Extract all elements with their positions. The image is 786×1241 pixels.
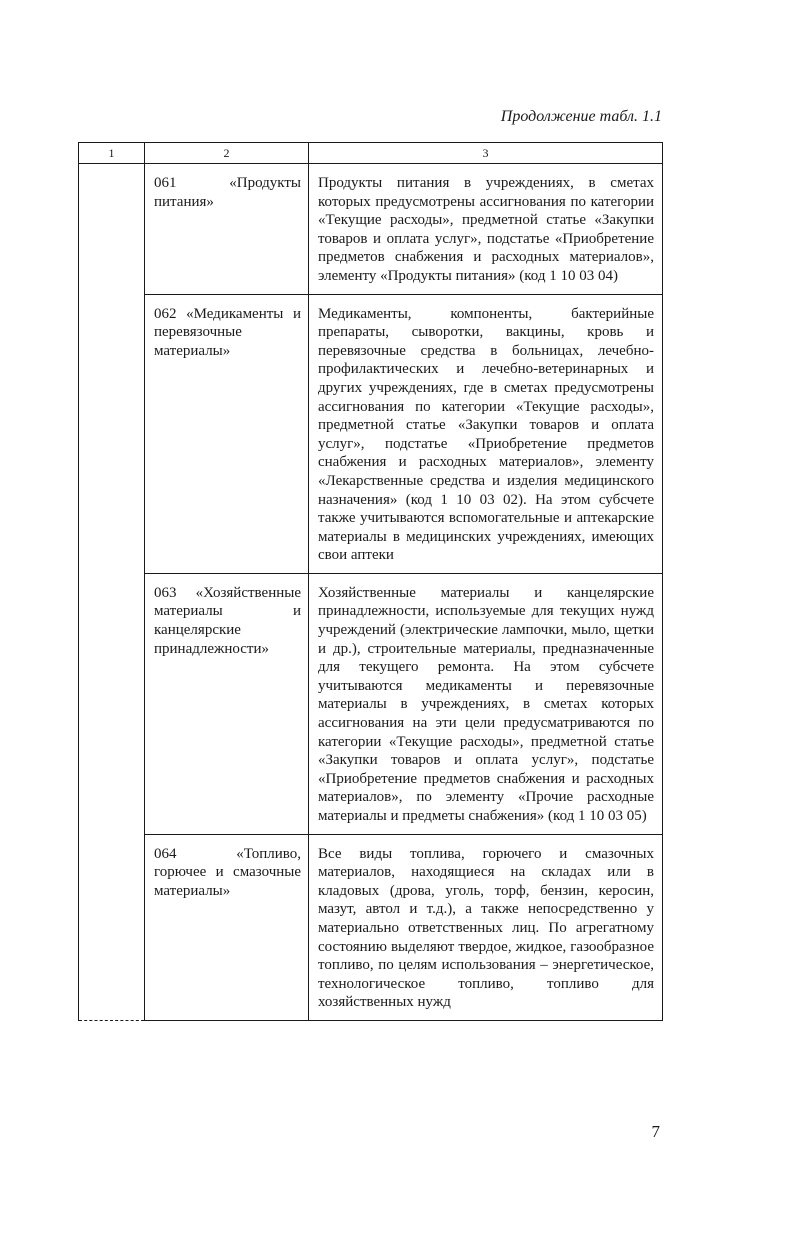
table-row [79,573,663,834]
table-row [79,294,663,573]
table-row [79,834,663,1020]
column-header-2: 2 [145,143,309,164]
subaccount-name: 062 «Медикаменты и перевязочные материалы» [145,294,309,573]
accounts-table [78,142,663,1021]
subaccount-description: Хозяйственные материалы и канцелярские принадлежности, используемые для текущих нужд учреждений (электрические лампочки, мыло, щетки и др.), строительные материалы, предназначенные для текущего ремонта. На этом субсчете учитываются медикаменты и перевязочные материалы в учреждениях, в сметах которых ассигнования на эти цели предусматриваются по категории «Текущие расходы», предметной статье «Закупки товаров и оплата услуг», подстатье «Приобретение предметов снабжения и расходных материалов», по элементу «Прочие расходные материалы и предметы снабжения» (код 1 10 03 05) [309,573,663,834]
subaccount-description: Медикаменты, компоненты, бактерийные препараты, сыворотки, вакцины, кровь и перевязочные средства в больницах, лечебно-профилактических и лечебно-ветеринарных и других учреждениях, где в сметах предусмотрены ассигнования по категории «Текущие расходы», предметной статье «Закупки товаров и оплата услуг», подстатье «Приобретение предметов снабжения и расходных материалов», элементу «Лекарственные средства и изделия медицинского назначения» (код 1 10 03 02). На этом субсчете также учитываются вспомогательные и аптекарские материалы в медицинских учреждениях, имеющих свои аптеки [309,294,663,573]
subaccount-description: Продукты питания в учреждениях, в сметах которых предусмотрены ассигнования по категории «Текущие расходы», предметной статье «Закупки товаров и оплата услуг», подстатье «Приобретение предметов снабжения и расходных материалов», элементу «Продукты питания» (код 1 10 03 04) [309,164,663,295]
subaccount-name: 064 «Топливо, горючее и смазочные материалы» [145,834,309,1020]
table-header-row [79,143,663,164]
subaccount-name: 063 «Хозяйственные материалы и канцелярские принадлежности» [145,573,309,834]
table-continuation-caption: Продолжение табл. 1.1 [500,108,662,125]
page-number: 7 [651,1122,660,1141]
column-header-1: 1 [79,143,145,164]
table-row [79,164,663,295]
subaccount-name: 061 «Продукты питания» [145,164,309,295]
subaccount-description: Все виды топлива, горючего и смазочных материалов, находящиеся на складах или в кладовых (дрова, уголь, торф, бензин, керосин, мазут, автол и т.д.), а также непосредственно у материально ответственных лиц. По агрегатному состоянию выделяют твердое, жидкое, газообразное топливо, по целям использования – энергетическое, технологическое топливо, топливо для хозяйственных нужд [309,834,663,1020]
empty-first-column [79,164,145,1021]
column-header-3: 3 [309,143,663,164]
